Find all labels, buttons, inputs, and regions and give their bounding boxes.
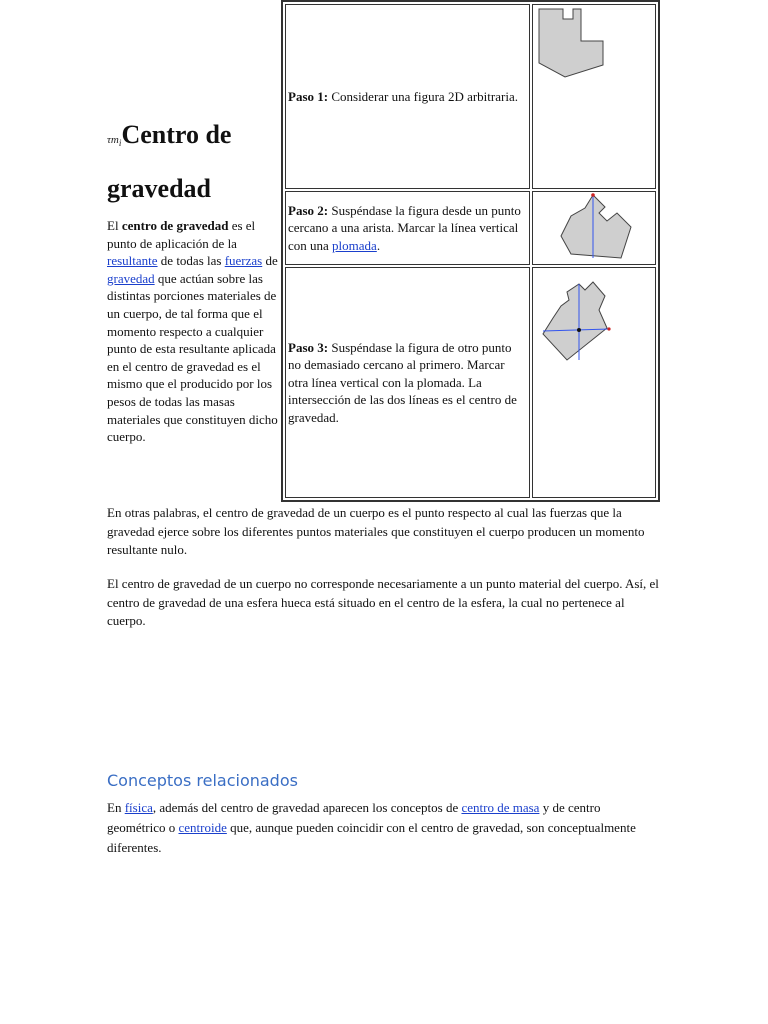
link-plomada[interactable]: plomada	[332, 237, 377, 253]
step-2-figure	[532, 191, 656, 265]
suspension-point-2	[607, 327, 610, 330]
paragraph-related: En física, además del centro de gravedad aparecen los conceptos de centro de masa y de centro geométrico o centroide que, aunque pueden coincidir con el centro de gravedad, son conceptualmente diferentes.	[107, 800, 636, 855]
section-heading-related: Conceptos relacionados	[107, 771, 298, 790]
shape-figure-2	[535, 192, 653, 264]
step-1-figure	[532, 4, 656, 189]
link-fisica[interactable]: física	[124, 800, 153, 815]
step-2-text: Paso 2: Suspéndase la figura desde un punto cercano a una arista. Marcar la línea vertical con una plomada.	[285, 191, 530, 265]
step-3-text: Paso 3: Suspéndase la figura de otro punto no demasiado cercano al primero. Marcar otra línea vertical con la plomada. La intersección de las dos líneas es el centro de gravedad.	[285, 267, 530, 498]
paragraph-hollow-sphere: El centro de gravedad de un cuerpo no corresponde necesariamente a un punto material del cuerpo. Así, el centro de gravedad de una esfera hueca está situado en el centro de la esfera, la cual no pertenece al cuerpo.	[107, 576, 659, 628]
shape-figure-3	[535, 268, 653, 368]
page-title-line2: gravedad	[107, 174, 211, 203]
title-math-prefix: $\tau m_i$	[107, 134, 122, 149]
shape-figure-1	[535, 5, 653, 188]
link-resultante[interactable]: resultante	[107, 253, 158, 269]
link-centro-de-masa[interactable]: centro de masa	[461, 800, 540, 815]
link-fuerzas[interactable]: fuerzas	[224, 253, 263, 269]
suspension-point-1	[591, 193, 595, 197]
intro-bold-term: centro de gravedad	[121, 218, 229, 233]
paragraph-other-words: En otras palabras, el centro de gravedad de un cuerpo es el punto respecto al cual las fuerzas que la gravedad ejerce sobre los diferentes puntos materiales que constituyen el cuerpo producen un momento resultante nulo.	[107, 505, 645, 557]
step-row	[285, 267, 656, 498]
link-centroide[interactable]: centroide	[178, 820, 227, 835]
page-title-line1: Centro de	[121, 120, 232, 149]
step-row	[285, 191, 656, 265]
link-gravedad[interactable]: gravedad	[107, 270, 155, 286]
intro-paragraph: El centro de gravedad es el punto de aplicación de la resultante de todas las fuerzas de gravedad que actúan sobre las distintas porciones materiales de un cuerpo, de tal forma que el momento respecto a cualquier punto de esta resultante aplicada en el centro de gravedad es el mismo que el producido por los pesos de todas las masas materiales que constituyen dicho cuerpo.	[107, 218, 278, 445]
title-block	[107, 108, 279, 216]
step-row	[285, 4, 656, 189]
step-3-figure	[532, 267, 656, 498]
center-of-gravity-point	[577, 328, 581, 332]
steps-table	[281, 0, 660, 502]
step-1-text: Paso 1: Considerar una figura 2D arbitraria.	[285, 4, 530, 189]
